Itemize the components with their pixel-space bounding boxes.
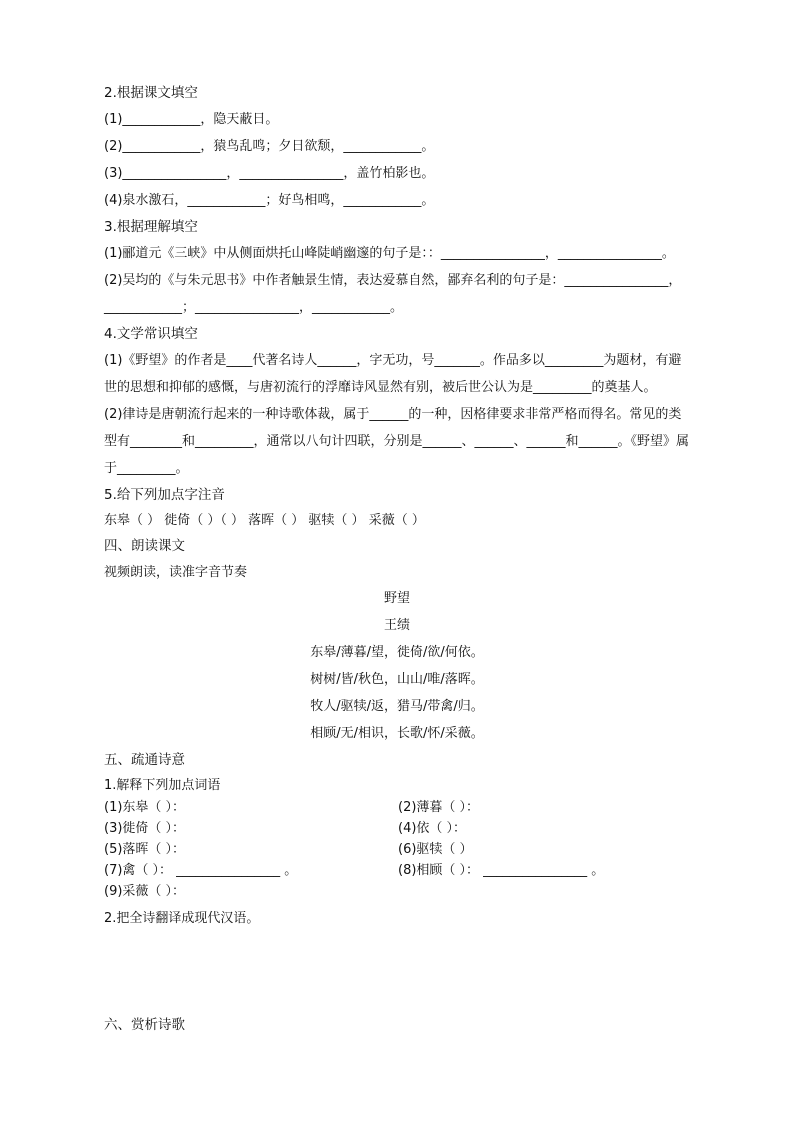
word-item: (7)禽（ ）： ________________ 。 xyxy=(104,863,298,878)
fill-line-1: (1)____________，隐天蔽日。 xyxy=(104,112,279,127)
poem-line: 相顾/无/相识，长歌/怀/采薇。 xyxy=(310,726,484,741)
word-item: (5)落晖（ ）： xyxy=(104,842,186,857)
word-item: (3)徙倚（ ）： xyxy=(104,821,186,836)
part-6-title: 六、赏析诗歌 xyxy=(104,1017,185,1033)
word-item: (2)薄暮（ ）： xyxy=(398,800,480,815)
part-5-subtitle-2: 2.把全诗翻译成现代汉语。 xyxy=(104,911,260,926)
word-item: (1)东皋（ ）： xyxy=(104,800,186,815)
part-4-title: 四、朗读课文 xyxy=(104,538,185,554)
comprehension-q1: (1)郦道元《三峡》中从侧面烘托山峰陡峭幽邃的句子是：：________________，________________。 xyxy=(104,246,675,261)
poem-author: 王绩 xyxy=(383,618,410,633)
part-5-subtitle-1: 1.解释下列加点词语 xyxy=(104,778,221,793)
section-5-title: 5.给下列加点字注音 xyxy=(104,487,225,503)
part-5-title: 五、疏通诗意 xyxy=(104,752,185,768)
word-item: (6)驱犊（ ） xyxy=(398,842,473,857)
part-4-subtitle: 视频朗读，读准字音节奏 xyxy=(104,565,248,580)
pinyin-line: 东皋（ ） 徙倚（ ）（ ） 落晖（ ） 驱犊（ ） 采薇（ ） xyxy=(104,513,425,528)
fill-line-4: (4)泉水激石，____________；好鸟相鸣，____________。 xyxy=(104,193,435,208)
section-3-title: 3.根据理解填空 xyxy=(104,219,198,235)
comprehension-q2-line1: (2)吴均的《与朱元思书》中作者触景生情，表达爱慕自然，鄙弃名利的句子是：________________， xyxy=(104,273,682,288)
poem-title: 野望 xyxy=(383,591,410,606)
section-2-title: 2.根据课文填空 xyxy=(104,85,198,101)
literature-p1-line2: 世的思想和抑郁的感慨，与唐初流行的浮靡诗风显然有别，被后世公认为是_________的奠基人。 xyxy=(104,380,657,395)
word-item: (8)相顾（ ）： ________________ 。 xyxy=(398,863,605,878)
word-item: (4)依（ ）： xyxy=(398,821,467,836)
literature-p1-line1: (1)《野望》的作者是____代著名诗人______，字无功，号_______。作品多以_________为题材，有避 xyxy=(104,353,682,368)
poem-line: 东皋/薄暮/望，徙倚/欲/何依。 xyxy=(310,645,484,660)
literature-p2-line1: (2)律诗是唐朝流行起来的一种诗歌体裁，属于______的一种，因格律要求非常严格而得名。常见的类 xyxy=(104,407,682,422)
poem-line: 树树/皆/秋色，山山/唯/落晖。 xyxy=(310,672,484,687)
literature-p2-line3: 于_________。 xyxy=(104,461,189,476)
word-item: (9)采薇（ ）： xyxy=(104,884,186,899)
fill-line-2: (2)____________，猿鸟乱鸣；夕日欲颓，____________。 xyxy=(104,139,435,154)
fill-line-3: (3)________________，________________，盖竹柏影也。 xyxy=(104,166,435,181)
comprehension-q2-line2: ____________；________________，____________。 xyxy=(104,300,403,315)
literature-p2-line2: 型有________和_________，通常以八句计四联，分别是______、______、______和______。《野望》属 xyxy=(104,434,690,449)
poem-line: 牧人/驱犊/返，猎马/带禽/归。 xyxy=(310,699,484,714)
section-4-title: 4.文学常识填空 xyxy=(104,326,198,342)
